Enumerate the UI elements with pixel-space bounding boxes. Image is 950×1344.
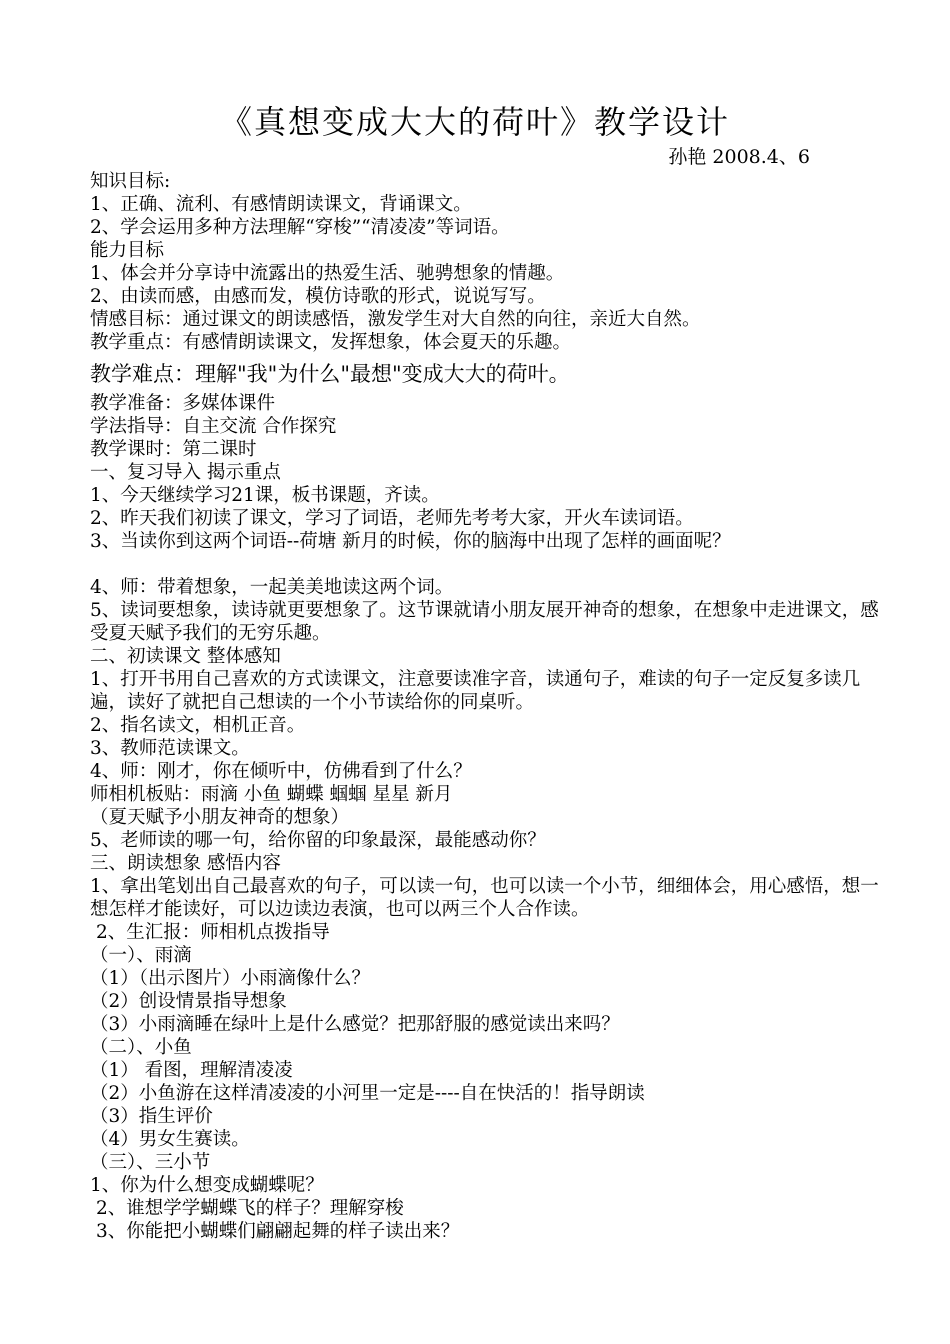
section-preparation: 教学准备：多媒体课件: [90, 393, 276, 414]
text-line: （4）男女生赛读。: [90, 1129, 250, 1150]
document-title: 《真想变成大大的荷叶》教学设计: [219, 103, 730, 141]
text-line: （2）小鱼游在这样清凌凌的小河里一定是----自在快活的！指导朗读: [90, 1083, 645, 1104]
document-body: [90, 170, 880, 1243]
text-line: （3）指生评价: [90, 1106, 213, 1127]
section-emotion-goals: 情感目标：通过课文的朗读感悟，激发学生对大自然的向往，亲近大自然。: [90, 309, 701, 330]
text-line: （夏天赋予小朋友神奇的想象）: [90, 807, 350, 828]
text-line: 3、你能把小蝴蝶们翩翩起舞的样子读出来？: [96, 1221, 460, 1242]
section-heading-1: 一、复习导入 揭示重点: [90, 462, 281, 483]
section-knowledge-goals: 知识目标:: [90, 171, 171, 192]
text-line: 3、当读你到这两个词语--荷塘 新月的时候，你的脑海中出现了怎样的画面呢？: [90, 531, 731, 552]
text-line: 3、教师范读课文。: [90, 738, 250, 759]
text-line: 1、你为什么想变成蝴蝶呢？: [90, 1175, 324, 1196]
text-line: 师相机板贴：雨滴 小鱼 蝴蝶 蝈蝈 星星 新月: [90, 784, 453, 805]
text-line: （1） 看图，理解清凌凌: [90, 1060, 293, 1081]
text-paragraph: 5、读词要想象，读诗就更要想象了。这节课就请小朋友展开神奇的想象，在想象中走进课文，感受夏天赋予我们的无穷乐趣。: [90, 600, 879, 644]
text-line: 4、师：带着想象，一起美美地读这两个词。: [90, 577, 454, 598]
text-paragraph: 1、拿出笔划出自己最喜欢的句子，可以读一句，也可以读一个小节，细细体会，用心感悟，想一想怎样才能读好，可以边读边表演，也可以两三个人合作读。: [90, 876, 879, 920]
text-line: 5、老师读的哪一句，给你留的印象最深，最能感动你？: [90, 830, 546, 851]
section-method: 学法指导：自主交流 合作探究: [90, 416, 337, 437]
text-line: 1、正确、流利、有感情朗读课文，背诵课文。: [90, 194, 472, 215]
text-line: 2、生汇报：师相机点拨指导: [96, 922, 330, 943]
text-line: 2、谁想学学蝴蝶飞的样子？理解穿梭: [96, 1198, 404, 1219]
section-ability-goals: 能力目标: [90, 240, 165, 261]
subsection-heading: （三）、三小节: [90, 1152, 211, 1173]
text-line: 1、体会并分享诗中流露出的热爱生活、驰骋想象的情趣。: [90, 263, 565, 284]
text-line: 2、昨天我们初读了课文，学习了词语，老师先考考大家，开火车读词语。: [90, 508, 694, 529]
text-line: 2、学会运用多种方法理解“穿梭”“清凌凌”等词语。: [90, 217, 510, 238]
text-line: （3）小雨滴睡在绿叶上是什么感觉？把那舒服的感觉读出来吗？: [90, 1014, 620, 1035]
text-line: 2、由读而感，由感而发，模仿诗歌的形式，说说写写。: [90, 286, 546, 307]
text-line: 4、师：刚才，你在倾听中，仿佛看到了什么？: [90, 761, 472, 782]
subsection-heading: （一）、雨滴: [90, 945, 192, 966]
text-line: 2、指名读文，相机正音。: [90, 715, 306, 736]
text-line: （2）创设情景指导想象: [90, 991, 287, 1012]
section-heading-3: 三、朗读想象 感悟内容: [90, 853, 281, 874]
text-line: （1）（出示图片）小雨滴像什么？: [90, 968, 371, 989]
subsection-heading: （二）、小鱼: [90, 1037, 192, 1058]
section-heading-2: 二、初读课文 整体感知: [90, 646, 281, 667]
section-lesson-period: 教学课时：第二课时: [90, 439, 257, 460]
text-line: 1、今天继续学习21课，板书课题，齐读。: [90, 485, 440, 506]
section-key-points: 教学重点：有感情朗读课文，发挥想象，体会夏天的乐趣。: [90, 332, 572, 353]
author-date: 孙艳 2008.4、6: [668, 146, 810, 168]
section-difficulty: 教学难点：理解"我"为什么"最想"变成大大的荷叶。: [90, 362, 570, 386]
text-paragraph: 1、打开书用自己喜欢的方式读课文，注意要读准字音，读通句子，难读的句子一定反复多读几遍，读好了就把自己想读的一个小节读给你的同桌听。: [90, 669, 861, 713]
